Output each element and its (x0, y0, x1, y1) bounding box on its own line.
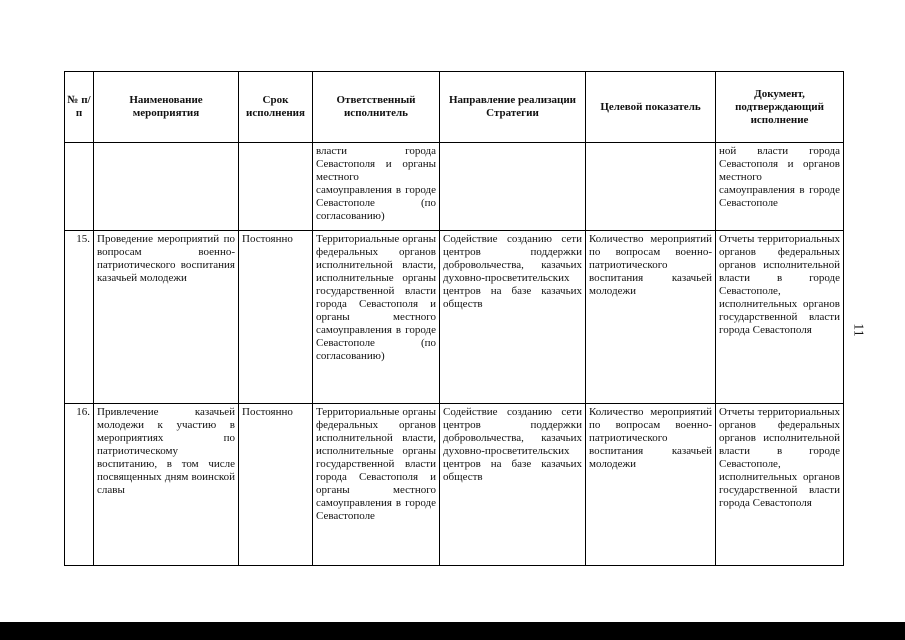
cell-executor: Территориальные органы федеральных органов исполнительной власти, исполнительные органы государственной власти города Севастополя и органы местного самоуправления в городе Севастополе (313, 404, 440, 566)
cell-document: Отчеты территориальных органов федеральных органов исполнительной власти в городе Севастополе, исполнительных органов государственной власти города Севастополя (716, 231, 844, 404)
cell-executor: Территориальные органы федеральных органов исполнительной власти, исполнительные органы государственной власти города Севастополя и органы местного самоуправления в городе Севастополе (по согласованию) (313, 231, 440, 404)
header-name: Наименование мероприятия (94, 72, 239, 143)
cell-num: 16. (65, 404, 94, 566)
activities-table (64, 71, 844, 566)
cell-term: Постоянно (239, 231, 313, 404)
cell-num: 15. (65, 231, 94, 404)
cell-term: Постоянно (239, 404, 313, 566)
cell-name: Привлечение казачьей молодежи к участию в мероприятиях по патриотическому воспитанию, в том числе посвященных дням воинской славы (94, 404, 239, 566)
header-document: Документ, подтверждающий исполнение (716, 72, 844, 143)
cell-document: ной власти города Севастополя и органов местного самоуправления в городе Севастополе (716, 143, 844, 231)
table-row (65, 143, 844, 231)
cell-indicator: Количество мероприятий по вопросам военно-патриотического воспитания казачьей молодежи (586, 231, 716, 404)
header-direction: Направление реализации Стратегии (440, 72, 586, 143)
table-row (65, 404, 844, 566)
scan-bottom-edge (0, 622, 905, 640)
cell-term (239, 143, 313, 231)
cell-direction: Содействие созданию сети центров поддержки добровольчества, казачьих духовно-просветительских центров на базе казачьих обществ (440, 404, 586, 566)
cell-direction: Содействие созданию сети центров поддержки добровольчества, казачьих духовно-просветительских центров на базе казачьих обществ (440, 231, 586, 404)
page-number: 11 (850, 323, 866, 337)
header-indicator: Целевой показатель (586, 72, 716, 143)
cell-executor: власти города Севастополя и органы местного самоуправления в городе Севастополе (по согласованию) (313, 143, 440, 231)
cell-name (94, 143, 239, 231)
cell-document: Отчеты территориальных органов федеральных органов исполнительной власти в городе Севастополе, исполнительных органов государственной власти города Севастополя (716, 404, 844, 566)
table-row (65, 231, 844, 404)
cell-name: Проведение мероприятий по вопросам военно-патриотического воспитания казачьей молодежи (94, 231, 239, 404)
table-header-row (65, 72, 844, 143)
cell-direction (440, 143, 586, 231)
cell-indicator (586, 143, 716, 231)
cell-num (65, 143, 94, 231)
header-term: Срок исполнения (239, 72, 313, 143)
header-num: № п/п (65, 72, 94, 143)
header-executor: Ответственный исполнитель (313, 72, 440, 143)
cell-indicator: Количество мероприятий по вопросам военно-патриотического воспитания казачьей молодежи (586, 404, 716, 566)
